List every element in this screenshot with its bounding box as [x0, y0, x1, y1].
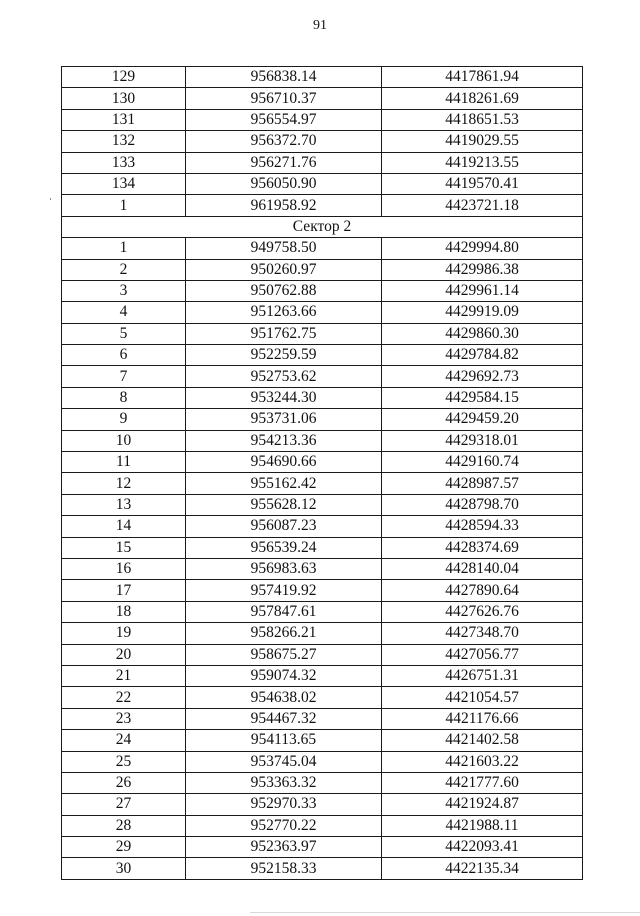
- x-coordinate-cell: 954113.65: [186, 730, 382, 751]
- point-number-cell: 18: [62, 601, 186, 622]
- bottom-edge-line: [250, 912, 640, 913]
- x-coordinate-cell: 954638.02: [186, 687, 382, 708]
- table-row: [62, 323, 583, 344]
- x-coordinate-cell: 956087.23: [186, 516, 382, 537]
- y-coordinate-cell: 4417861.94: [382, 67, 583, 88]
- point-number-cell: 11: [62, 452, 186, 473]
- y-coordinate-cell: 4429961.14: [382, 280, 583, 301]
- table-row: [62, 173, 583, 194]
- table-row: [62, 730, 583, 751]
- x-coordinate-cell: 953363.32: [186, 772, 382, 793]
- point-number-cell: 15: [62, 537, 186, 558]
- point-number-cell: 8: [62, 387, 186, 408]
- x-coordinate-cell: 952363.97: [186, 837, 382, 858]
- x-coordinate-cell: 951263.66: [186, 302, 382, 323]
- point-number-cell: 21: [62, 665, 186, 686]
- table-row: [62, 601, 583, 622]
- y-coordinate-cell: 4428140.04: [382, 558, 583, 579]
- y-coordinate-cell: 4427348.70: [382, 623, 583, 644]
- point-number-cell: 19: [62, 623, 186, 644]
- table-row: [62, 430, 583, 451]
- table-row: [62, 751, 583, 772]
- point-number-cell: 20: [62, 644, 186, 665]
- table-row: [62, 665, 583, 686]
- table-row: [62, 259, 583, 280]
- table-row: [62, 67, 583, 88]
- point-number-cell: 28: [62, 815, 186, 836]
- y-coordinate-cell: 4419570.41: [382, 173, 583, 194]
- y-coordinate-cell: 4422093.41: [382, 837, 583, 858]
- y-coordinate-cell: 4429919.09: [382, 302, 583, 323]
- y-coordinate-cell: 4421176.66: [382, 708, 583, 729]
- y-coordinate-cell: 4421924.87: [382, 794, 583, 815]
- y-coordinate-cell: 4419213.55: [382, 152, 583, 173]
- y-coordinate-cell: 4428798.70: [382, 494, 583, 515]
- y-coordinate-cell: 4427056.77: [382, 644, 583, 665]
- y-coordinate-cell: 4429784.82: [382, 345, 583, 366]
- x-coordinate-cell: 961958.92: [186, 195, 382, 216]
- point-number-cell: 23: [62, 708, 186, 729]
- page-number: 91: [313, 18, 327, 33]
- y-coordinate-cell: 4421988.11: [382, 815, 583, 836]
- x-coordinate-cell: 956271.76: [186, 152, 382, 173]
- y-coordinate-cell: 4429459.20: [382, 409, 583, 430]
- point-number-cell: 10: [62, 430, 186, 451]
- point-number-cell: 3: [62, 280, 186, 301]
- x-coordinate-cell: 954213.36: [186, 430, 382, 451]
- table-row: [62, 516, 583, 537]
- y-coordinate-cell: 4418261.69: [382, 88, 583, 109]
- point-number-cell: 17: [62, 580, 186, 601]
- x-coordinate-cell: 951762.75: [186, 323, 382, 344]
- table-row: [62, 772, 583, 793]
- point-number-cell: 13: [62, 494, 186, 515]
- point-number-cell: 25: [62, 751, 186, 772]
- x-coordinate-cell: 952158.33: [186, 858, 382, 879]
- y-coordinate-cell: 4422135.34: [382, 858, 583, 879]
- y-coordinate-cell: 4429160.74: [382, 452, 583, 473]
- table-row: [62, 152, 583, 173]
- table-body-after: [62, 238, 583, 880]
- x-coordinate-cell: 954690.66: [186, 452, 382, 473]
- y-coordinate-cell: 4421054.57: [382, 687, 583, 708]
- table-row: [62, 88, 583, 109]
- y-coordinate-cell: 4423721.18: [382, 195, 583, 216]
- sector-heading: Сектор 2: [62, 216, 583, 237]
- y-coordinate-cell: 4427626.76: [382, 601, 583, 622]
- point-number-cell: 7: [62, 366, 186, 387]
- x-coordinate-cell: 953731.06: [186, 409, 382, 430]
- scan-speck: [50, 198, 51, 200]
- point-number-cell: 130: [62, 88, 186, 109]
- y-coordinate-cell: 4428374.69: [382, 537, 583, 558]
- x-coordinate-cell: 952259.59: [186, 345, 382, 366]
- point-number-cell: 134: [62, 173, 186, 194]
- y-coordinate-cell: 4429986.38: [382, 259, 583, 280]
- table-row: [62, 580, 583, 601]
- point-number-cell: 1: [62, 238, 186, 259]
- point-number-cell: 30: [62, 858, 186, 879]
- table-row: [62, 366, 583, 387]
- x-coordinate-cell: 956710.37: [186, 88, 382, 109]
- x-coordinate-cell: 956838.14: [186, 67, 382, 88]
- point-number-cell: 5: [62, 323, 186, 344]
- x-coordinate-cell: 952753.62: [186, 366, 382, 387]
- x-coordinate-cell: 958266.21: [186, 623, 382, 644]
- x-coordinate-cell: 955628.12: [186, 494, 382, 515]
- y-coordinate-cell: 4429994.80: [382, 238, 583, 259]
- table-row: [62, 409, 583, 430]
- table-row: [62, 623, 583, 644]
- sector-heading-row: [62, 216, 583, 237]
- x-coordinate-cell: 956372.70: [186, 131, 382, 152]
- y-coordinate-cell: 4426751.31: [382, 665, 583, 686]
- x-coordinate-cell: 953244.30: [186, 387, 382, 408]
- table-row: [62, 494, 583, 515]
- x-coordinate-cell: 956554.97: [186, 109, 382, 130]
- point-number-cell: 16: [62, 558, 186, 579]
- point-number-cell: 133: [62, 152, 186, 173]
- table-row: [62, 280, 583, 301]
- y-coordinate-cell: 4429318.01: [382, 430, 583, 451]
- point-number-cell: 4: [62, 302, 186, 323]
- table-row: [62, 644, 583, 665]
- y-coordinate-cell: 4421603.22: [382, 751, 583, 772]
- point-number-cell: 9: [62, 409, 186, 430]
- point-number-cell: 131: [62, 109, 186, 130]
- y-coordinate-cell: 4421402.58: [382, 730, 583, 751]
- point-number-cell: 1: [62, 195, 186, 216]
- table-row: [62, 387, 583, 408]
- table-row: [62, 131, 583, 152]
- x-coordinate-cell: 949758.50: [186, 238, 382, 259]
- x-coordinate-cell: 954467.32: [186, 708, 382, 729]
- table-row: [62, 238, 583, 259]
- table-row: [62, 537, 583, 558]
- point-number-cell: 2: [62, 259, 186, 280]
- table-row: [62, 558, 583, 579]
- x-coordinate-cell: 956539.24: [186, 537, 382, 558]
- table-body-before: [62, 67, 583, 217]
- y-coordinate-cell: 4428594.33: [382, 516, 583, 537]
- x-coordinate-cell: 958675.27: [186, 644, 382, 665]
- x-coordinate-cell: 955162.42: [186, 473, 382, 494]
- x-coordinate-cell: 953745.04: [186, 751, 382, 772]
- point-number-cell: 132: [62, 131, 186, 152]
- table-row: [62, 195, 583, 216]
- sector-heading-group: [62, 216, 583, 237]
- y-coordinate-cell: 4429692.73: [382, 366, 583, 387]
- point-number-cell: 24: [62, 730, 186, 751]
- x-coordinate-cell: 959074.32: [186, 665, 382, 686]
- table-row: [62, 815, 583, 836]
- table-row: [62, 302, 583, 323]
- coordinates-table: [61, 66, 583, 880]
- y-coordinate-cell: 4428987.57: [382, 473, 583, 494]
- point-number-cell: 14: [62, 516, 186, 537]
- point-number-cell: 29: [62, 837, 186, 858]
- x-coordinate-cell: 956050.90: [186, 173, 382, 194]
- point-number-cell: 22: [62, 687, 186, 708]
- point-number-cell: 26: [62, 772, 186, 793]
- x-coordinate-cell: 950260.97: [186, 259, 382, 280]
- x-coordinate-cell: 952970.33: [186, 794, 382, 815]
- x-coordinate-cell: 957847.61: [186, 601, 382, 622]
- table-row: [62, 794, 583, 815]
- table-row: [62, 452, 583, 473]
- point-number-cell: 129: [62, 67, 186, 88]
- table-row: [62, 708, 583, 729]
- table-row: [62, 345, 583, 366]
- x-coordinate-cell: 950762.88: [186, 280, 382, 301]
- y-coordinate-cell: 4427890.64: [382, 580, 583, 601]
- y-coordinate-cell: 4429860.30: [382, 323, 583, 344]
- x-coordinate-cell: 957419.92: [186, 580, 382, 601]
- table-row: [62, 473, 583, 494]
- x-coordinate-cell: 952770.22: [186, 815, 382, 836]
- table-row: [62, 858, 583, 879]
- point-number-cell: 12: [62, 473, 186, 494]
- point-number-cell: 27: [62, 794, 186, 815]
- y-coordinate-cell: 4418651.53: [382, 109, 583, 130]
- x-coordinate-cell: 956983.63: [186, 558, 382, 579]
- y-coordinate-cell: 4429584.15: [382, 387, 583, 408]
- y-coordinate-cell: 4419029.55: [382, 131, 583, 152]
- table-row: [62, 837, 583, 858]
- point-number-cell: 6: [62, 345, 186, 366]
- table-row: [62, 109, 583, 130]
- table-row: [62, 687, 583, 708]
- y-coordinate-cell: 4421777.60: [382, 772, 583, 793]
